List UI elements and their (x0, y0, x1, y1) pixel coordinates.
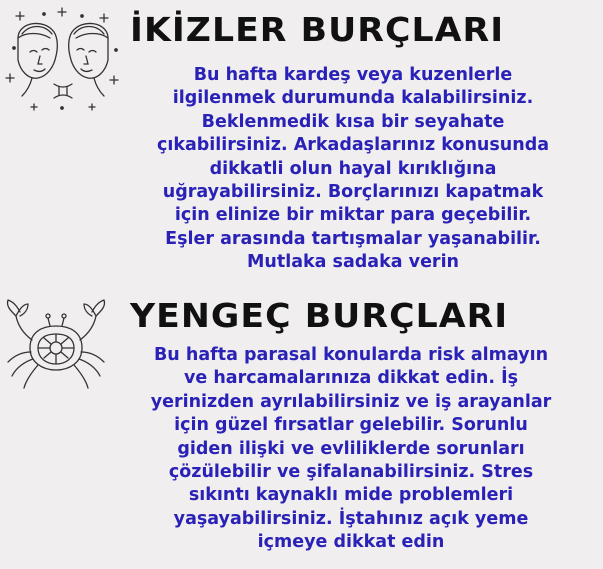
text-line: içmeye dikkat edin (257, 532, 445, 553)
text-line: Mutlaka sadaka verin (246, 252, 460, 273)
gemini-twins-icon (4, 4, 122, 114)
cancer-horoscope-text (106, 344, 596, 555)
text-line: Bu hafta kardeş veya kuzenlerle (193, 65, 513, 85)
cancer-section (0, 290, 603, 569)
text-line: için güzel fırsatlar gelebilir. Sorunlu (174, 415, 528, 436)
text-line: yerinizden ayrılabilirsiniz ve iş arayanlar (150, 391, 552, 412)
cancer-crab-icon (0, 296, 112, 396)
cancer-heading: YENGEÇ BURÇLARI (130, 296, 509, 335)
text-line: çözülebilir ve şifalanabilirsiniz. Stres (168, 462, 534, 483)
text-line: giden ilişki ve evliliklerde sorunları (177, 438, 525, 459)
text-line: dikkatli olun hayal kırıklığına (209, 158, 497, 179)
text-line: sıkıntı kaynaklı mide problemleri (188, 485, 514, 506)
gemini-horoscope-text (118, 64, 588, 275)
text-line: için elinize bir miktar para geçebilir. (174, 205, 532, 226)
text-line: ilgilenmek durumunda kalabilirsiniz. (172, 88, 534, 109)
text-line: Beklenmedik kısa bir seyahate (201, 111, 505, 132)
text-line: Bu hafta parasal konularda risk almayın (153, 345, 549, 365)
text-line: Eşler arasında tartışmalar yaşanabilir. (165, 228, 541, 249)
gemini-heading: İKİZLER BURÇLARI (130, 10, 505, 49)
text-line: uğrayabilirsiniz. Borçlarınızı kapatmak (162, 182, 544, 203)
text-line: yaşayabilirsiniz. İştahınız açık yeme (173, 508, 529, 529)
text-line: çıkabilirsiniz. Arkadaşlarınız konusunda (156, 135, 550, 156)
text-line: ve harcamalarınıza dikkat edin. İş (183, 368, 519, 389)
